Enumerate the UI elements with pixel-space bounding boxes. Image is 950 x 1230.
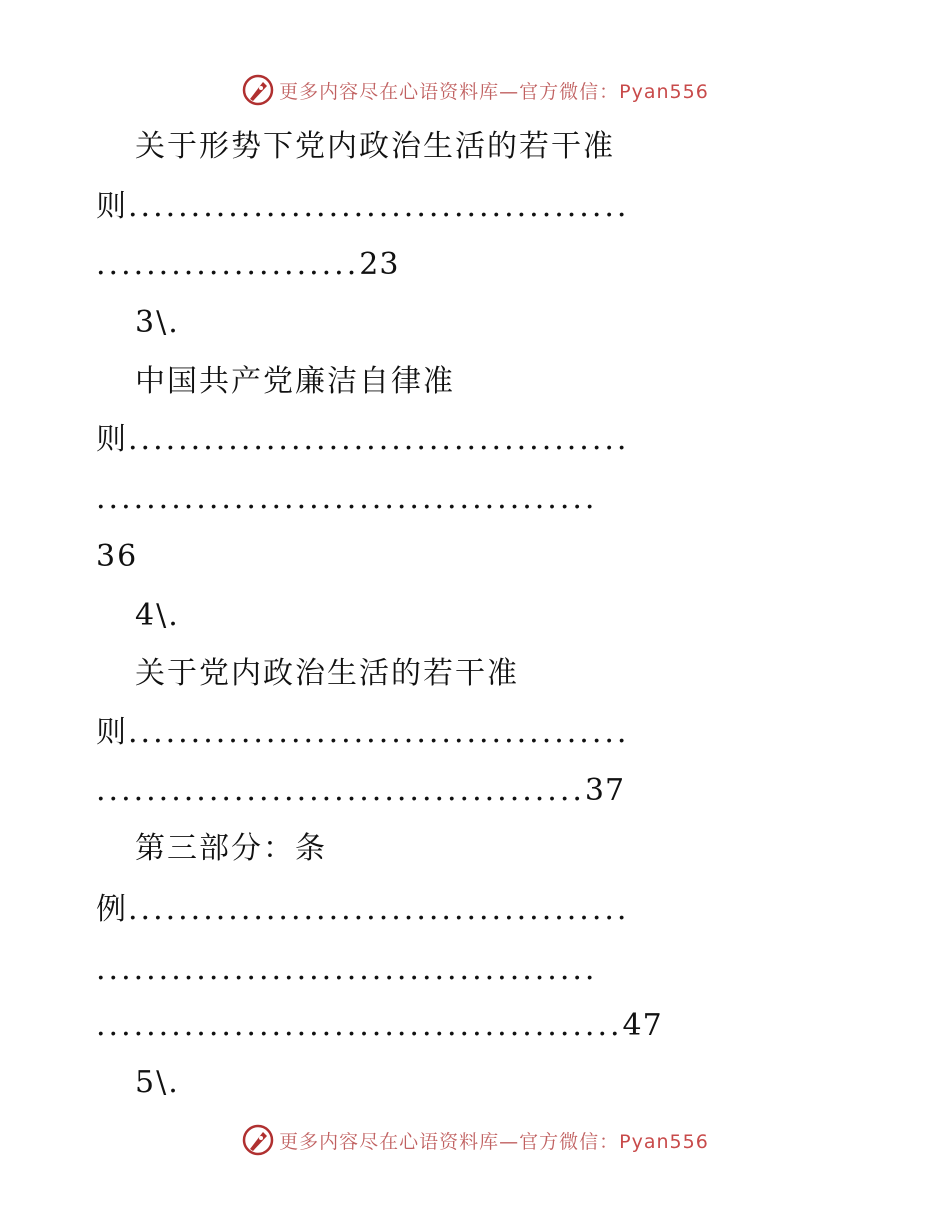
toc-entry-leader: 则........................................: [96, 715, 630, 750]
toc-entry-leader: .......................................37: [96, 773, 626, 808]
toc-entry-title: 关于党内政治生活的若干准: [135, 656, 519, 691]
banner-id: Pyan556: [619, 1130, 709, 1153]
footer-banner: [0, 1120, 950, 1160]
toc-entry-leader: 例........................................: [96, 892, 630, 927]
toc-entry-title: 关于形势下党内政治生活的若干准: [135, 129, 615, 164]
toc-entry-leader: .....................23: [96, 247, 400, 282]
toc-entry-leader: 则........................................: [96, 422, 630, 457]
page-number: 36: [96, 539, 139, 574]
section-number: 3\.: [135, 305, 180, 340]
section-number: 5\.: [135, 1065, 180, 1100]
section-number: 4\.: [135, 598, 180, 633]
banner-text: 更多内容尽在心语资料库—官方微信：Pyan556: [279, 80, 709, 103]
banner-text: 更多内容尽在心语资料库—官方微信：Pyan556: [279, 1130, 709, 1153]
header-banner: [0, 70, 950, 110]
pen-logo-icon: [241, 73, 275, 107]
toc-part-title: 第三部分：条: [135, 831, 327, 866]
toc-entry-leader: 则........................................: [96, 189, 630, 224]
toc-entry-leader: ..........................................47: [96, 1008, 663, 1043]
toc-entry-title: 中国共产党廉洁自律准: [135, 364, 455, 399]
pen-logo-icon: [241, 1123, 275, 1157]
page-number: 47: [622, 1008, 663, 1043]
toc-entry-leader: ........................................: [96, 481, 598, 516]
page-number: 23: [359, 247, 400, 282]
banner-id: Pyan556: [619, 80, 709, 103]
toc-entry-leader: ........................................: [96, 952, 598, 987]
page-number: 37: [584, 773, 626, 808]
